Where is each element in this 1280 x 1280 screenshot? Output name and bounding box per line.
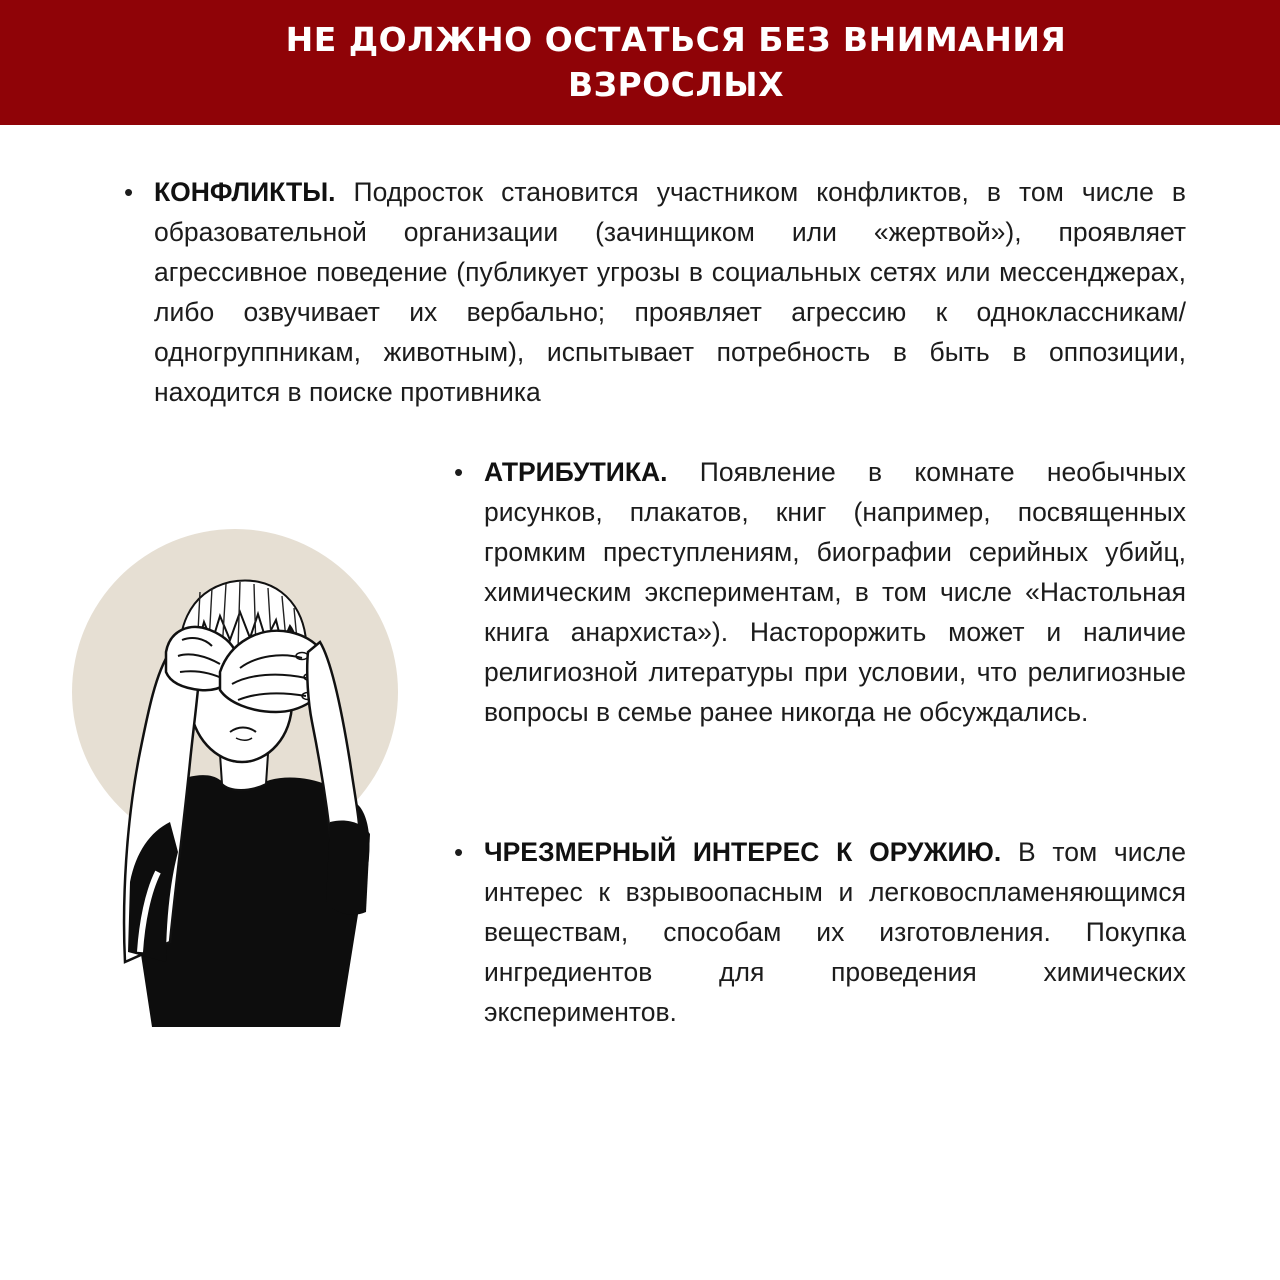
weapons-heading: ЧРЕЗМЕРНЫЙ ИНТЕРЕС К ОРУЖИЮ. — [484, 837, 1002, 867]
conflicts-text: Подросток становится участником конфликтов, в том числе в образовательной организации (зачинщиком или «жертвой»), проявляет агрессивное поведение (публикует угрозы в социальных сетях или мессенджерах, либо озвучивает их вербально; проявляет агрессию к одноклассникам/одногруппникам, животным), испытывает потребность в быть в оппозиции, находится в поиске противника — [154, 177, 1186, 407]
section-attributes — [454, 452, 1186, 732]
section-conflicts — [124, 172, 1186, 412]
conflicts-heading: КОНФЛИКТЫ. — [154, 177, 336, 207]
bullet-icon: • — [124, 177, 134, 207]
bullet-icon: • — [454, 837, 464, 867]
weapons-text: В том числе интерес к взрывоопасным и легковоспламеняющимся веществам, способам их изготовления. Покупка ингредиентов для проведения химических экспериментов. — [484, 837, 1186, 1027]
section-weapons — [454, 832, 1186, 1032]
header-banner — [0, 0, 1280, 125]
teen-covering-eyes-illustration — [70, 522, 410, 1032]
attributes-text: Появление в комнате необычных рисунков, плакатов, книг (например, посвященных громким преступлениям, биографии серийных убийц, химическим экспериментам, в том числе «Настольная книга анархиста»). Настороржить может и наличие религиозной литературы при условии, что религиозные вопросы в семье ранее никогда не обсуждались. — [484, 457, 1186, 727]
bullet-icon: • — [454, 457, 464, 487]
page-title: НЕ ДОЛЖНО ОСТАТЬСЯ БЕЗ ВНИМАНИЯ ВЗРОСЛЫХ — [285, 20, 1067, 104]
attributes-heading: АТРИБУТИКА. — [484, 457, 668, 487]
